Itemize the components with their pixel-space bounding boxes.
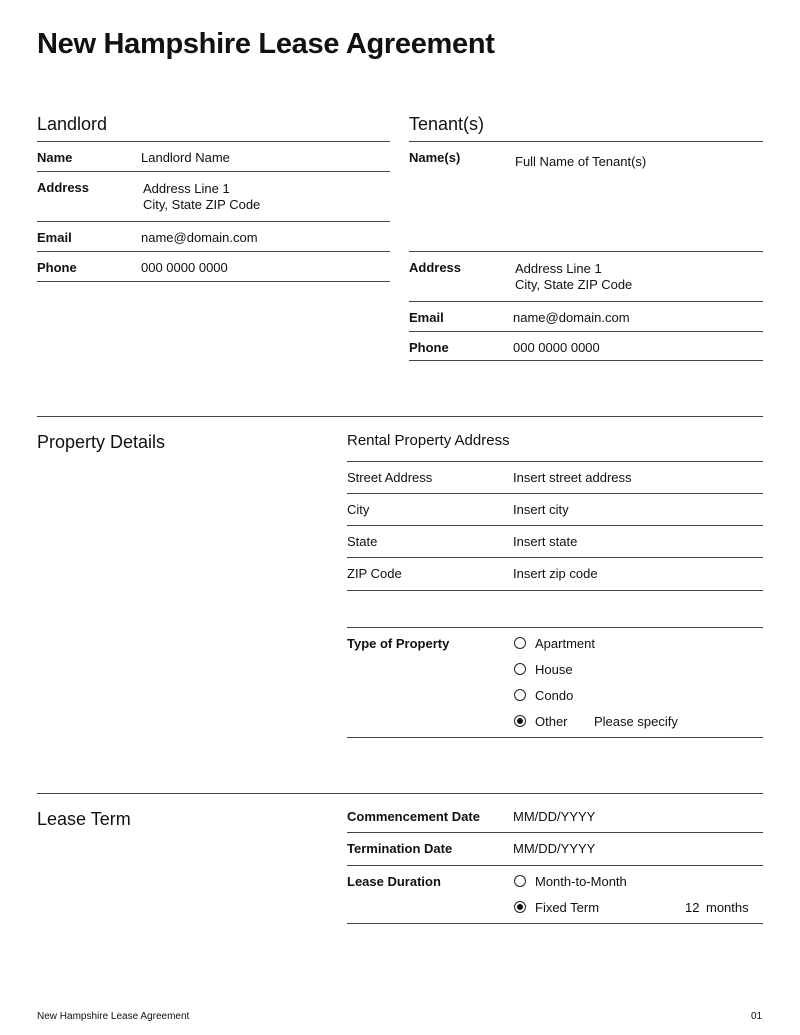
city-label: City (347, 502, 370, 517)
radio-icon[interactable] (514, 689, 526, 701)
option-label: Fixed Term (535, 900, 600, 915)
landlord-email-label: Email (37, 230, 72, 245)
commencement-date-label: Commencement Date (347, 809, 480, 824)
divider (347, 865, 763, 866)
tenant-email-label: Email (409, 310, 444, 325)
divider (37, 281, 390, 282)
divider (347, 493, 763, 494)
tenant-email-field[interactable]: name@domain.com (513, 310, 630, 325)
divider (409, 141, 763, 142)
tenant-name-field[interactable]: Full Name of Tenant(s) (515, 154, 647, 169)
document-title: New Hampshire Lease Agreement (37, 28, 495, 60)
lease-duration-label: Lease Duration (347, 874, 441, 889)
divider (37, 221, 390, 222)
divider (347, 832, 763, 833)
divider (347, 627, 763, 628)
option-label: Apartment (535, 636, 595, 651)
landlord-phone-label: Phone (37, 260, 77, 275)
divider (347, 525, 763, 526)
section-divider (37, 793, 763, 794)
divider (347, 557, 763, 558)
fixed-term-count-field[interactable]: 12 (685, 900, 700, 915)
landlord-email-field[interactable]: name@domain.com (141, 230, 258, 245)
radio-selected-icon[interactable] (514, 715, 526, 727)
street-address-field[interactable]: Insert street address (513, 470, 632, 485)
landlord-heading: Landlord (37, 114, 108, 134)
divider (37, 171, 390, 172)
divider (347, 923, 763, 924)
landlord-address-label: Address (37, 180, 90, 195)
radio-icon[interactable] (514, 663, 526, 675)
landlord-address-line1-field[interactable]: Address Line 1 (143, 181, 230, 196)
tenant-heading: Tenant(s) (409, 114, 485, 134)
zip-code-field[interactable]: Insert zip code (513, 566, 598, 581)
divider (409, 251, 763, 252)
rental-address-subheading: Rental Property Address (347, 432, 510, 449)
page-number: 01 (751, 1011, 763, 1022)
state-field[interactable]: Insert state (513, 534, 578, 549)
property-type-option-other[interactable] (514, 714, 568, 729)
divider (347, 737, 763, 738)
radio-icon[interactable] (514, 875, 526, 887)
tenant-address-line1-field[interactable]: Address Line 1 (515, 261, 602, 276)
other-specify-field[interactable]: Please specify (594, 714, 678, 729)
state-label: State (347, 534, 378, 549)
commencement-date-field[interactable]: MM/DD/YYYY (513, 809, 596, 824)
tenant-phone-field[interactable]: 000 0000 0000 (513, 340, 600, 355)
divider (409, 301, 763, 302)
duration-option-fixed-term[interactable] (514, 900, 599, 915)
divider (409, 360, 763, 361)
property-type-option-apartment[interactable] (514, 636, 595, 651)
landlord-name-label: Name (37, 150, 73, 165)
city-field[interactable]: Insert city (513, 502, 569, 517)
termination-date-label: Termination Date (347, 841, 453, 856)
property-type-option-condo[interactable] (514, 688, 573, 703)
duration-option-month-to-month[interactable] (514, 874, 627, 889)
landlord-address-line2-field[interactable]: City, State ZIP Code (143, 197, 261, 212)
radio-icon[interactable] (514, 637, 526, 649)
landlord-phone-field[interactable]: 000 0000 0000 (141, 260, 228, 275)
divider (37, 251, 390, 252)
option-label: Month-to-Month (535, 874, 627, 889)
property-type-label: Type of Property (347, 636, 450, 651)
divider (37, 141, 390, 142)
option-label: House (535, 662, 573, 677)
tenant-phone-label: Phone (409, 340, 449, 355)
fixed-term-unit: months (706, 900, 749, 915)
termination-date-field[interactable]: MM/DD/YYYY (513, 841, 596, 856)
tenant-address-line2-field[interactable]: City, State ZIP Code (515, 277, 633, 292)
zip-code-label: ZIP Code (347, 566, 402, 581)
tenant-address-label: Address (409, 260, 462, 275)
tenant-name-label: Name(s) (409, 150, 461, 165)
landlord-name-field[interactable]: Landlord Name (141, 150, 230, 165)
radio-selected-icon[interactable] (514, 901, 526, 913)
divider (347, 461, 763, 462)
footer-title: New Hampshire Lease Agreement (37, 1011, 190, 1022)
property-type-option-house[interactable] (514, 662, 573, 677)
street-address-label: Street Address (347, 470, 433, 485)
section-divider (37, 416, 763, 417)
lease-term-heading: Lease Term (37, 809, 131, 829)
divider (347, 590, 763, 591)
option-label: Condo (535, 688, 574, 703)
property-heading: Property Details (37, 432, 166, 452)
divider (409, 331, 763, 332)
option-label: Other (535, 714, 568, 729)
